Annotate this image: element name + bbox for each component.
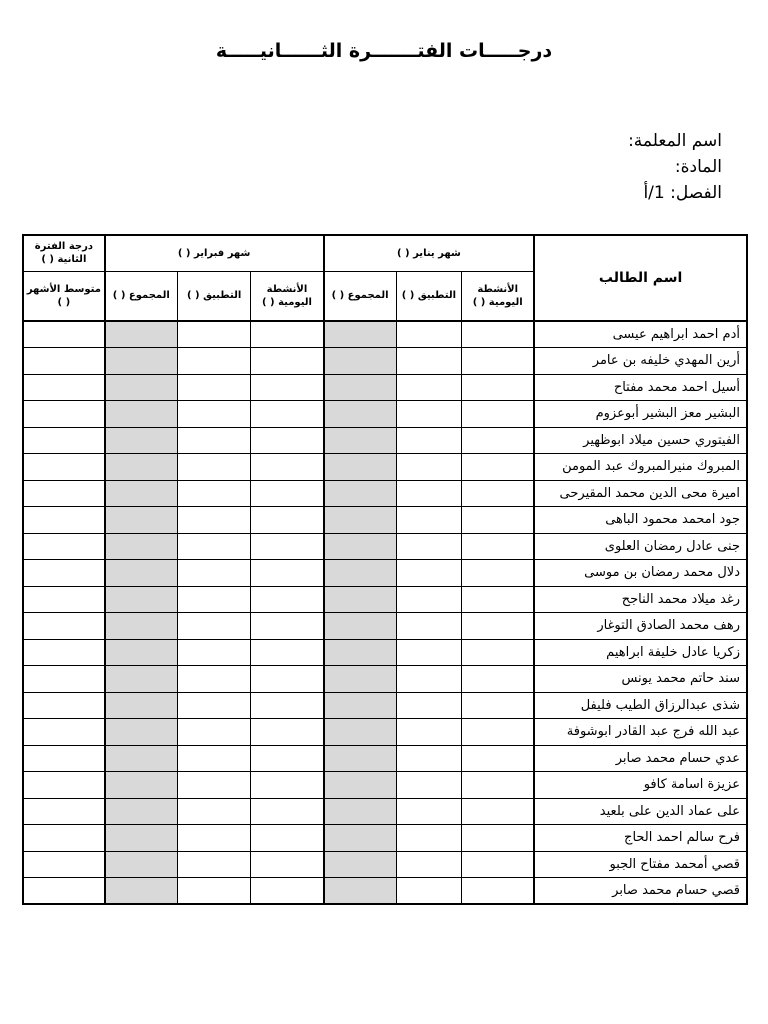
average-cell[interactable] (23, 613, 105, 640)
jan-activities-cell[interactable] (462, 427, 535, 454)
jan-application-cell[interactable] (396, 692, 462, 719)
jan-application-cell[interactable] (396, 851, 462, 878)
feb-application-cell[interactable] (177, 878, 251, 905)
feb-activities-cell[interactable] (251, 427, 324, 454)
jan-total-cell[interactable] (324, 639, 397, 666)
average-cell[interactable] (23, 586, 105, 613)
feb-activities-cell[interactable] (251, 692, 324, 719)
feb-activities-cell[interactable] (251, 745, 324, 772)
feb-application-cell[interactable] (177, 613, 251, 640)
student-name-cell: اميرة محى الدين محمد المقيرحى (534, 480, 747, 507)
feb-activities-cell[interactable] (251, 321, 324, 348)
jan-activities-cell[interactable] (462, 878, 535, 905)
jan-application-cell[interactable] (396, 321, 462, 348)
feb-activities-cell[interactable] (251, 507, 324, 534)
jan-application-cell[interactable] (396, 454, 462, 481)
average-cell[interactable] (23, 507, 105, 534)
feb-total-header: المجموع ( ) (105, 271, 178, 321)
feb-total-cell[interactable] (105, 348, 178, 375)
jan-application-cell[interactable] (396, 560, 462, 587)
jan-application-cell[interactable] (396, 586, 462, 613)
feb-application-cell[interactable] (177, 692, 251, 719)
student-name-cell: رغد ميلاد محمد الناجح (534, 586, 747, 613)
table-row (23, 586, 747, 613)
feb-application-cell[interactable] (177, 480, 251, 507)
average-cell[interactable] (23, 798, 105, 825)
student-name-cell: زكريا عادل خليفة ابراهيم (534, 639, 747, 666)
january-header: شهر يناير ( ) (324, 235, 535, 271)
average-cell[interactable] (23, 639, 105, 666)
average-cell[interactable] (23, 480, 105, 507)
table-row (23, 427, 747, 454)
feb-activities-cell[interactable] (251, 639, 324, 666)
feb-total-cell[interactable] (105, 772, 178, 799)
jan-activities-cell[interactable] (462, 533, 535, 560)
feb-application-cell[interactable] (177, 639, 251, 666)
jan-application-header: التطبيق ( ) (396, 271, 462, 321)
jan-activities-cell[interactable] (462, 798, 535, 825)
page-title: درجـــــات الفتـــــــرة الثــــــانيـــــة (215, 40, 553, 62)
feb-application-cell[interactable] (177, 772, 251, 799)
jan-application-cell[interactable] (396, 374, 462, 401)
jan-application-cell[interactable] (396, 719, 462, 746)
feb-activities-cell[interactable] (251, 772, 324, 799)
table-row (23, 745, 747, 772)
feb-activities-cell[interactable] (251, 560, 324, 587)
feb-activities-cell[interactable] (251, 666, 324, 693)
feb-total-cell[interactable] (105, 613, 178, 640)
teacher-label: اسم المعلمة: (628, 131, 722, 151)
table-row (23, 772, 747, 799)
table-row (23, 533, 747, 560)
jan-activities-cell[interactable] (462, 401, 535, 428)
feb-total-cell[interactable] (105, 427, 178, 454)
subject-label: المادة: (674, 157, 722, 177)
jan-application-cell[interactable] (396, 427, 462, 454)
student-name-cell: قصي حسام محمد صابر (534, 878, 747, 905)
jan-application-cell[interactable] (396, 348, 462, 375)
jan-activities-cell[interactable] (462, 825, 535, 852)
feb-total-cell[interactable] (105, 586, 178, 613)
feb-activities-cell[interactable] (251, 348, 324, 375)
feb-application-cell[interactable] (177, 560, 251, 587)
average-cell[interactable] (23, 666, 105, 693)
jan-activities-header: الأنشطة اليومية ( ) (462, 271, 535, 321)
student-name-cell: عبد الله فرج عبد القادر ابوشوفة (534, 719, 747, 746)
student-name-cell: أسيل احمد محمد مفتاح (534, 374, 747, 401)
table-row (23, 507, 747, 534)
jan-total-cell[interactable] (324, 692, 397, 719)
feb-total-cell[interactable] (105, 692, 178, 719)
jan-activities-cell[interactable] (462, 851, 535, 878)
average-cell[interactable] (23, 454, 105, 481)
jan-application-cell[interactable] (396, 666, 462, 693)
feb-total-cell[interactable] (105, 798, 178, 825)
student-name-cell: جود امحمد محمود الباهى (534, 507, 747, 534)
table-row (23, 666, 747, 693)
jan-activities-cell[interactable] (462, 348, 535, 375)
jan-total-cell[interactable] (324, 533, 397, 560)
table-row (23, 401, 747, 428)
feb-activities-header: الأنشطة اليومية ( ) (251, 271, 324, 321)
average-cell[interactable] (23, 427, 105, 454)
feb-total-cell[interactable] (105, 745, 178, 772)
table-row (23, 798, 747, 825)
jan-total-cell[interactable] (324, 825, 397, 852)
jan-activities-cell[interactable] (462, 507, 535, 534)
feb-total-cell[interactable] (105, 851, 178, 878)
table-row (23, 321, 747, 348)
feb-total-cell[interactable] (105, 719, 178, 746)
period-grade-header: درجة الفترة الثانية ( ) (23, 235, 105, 271)
feb-total-cell[interactable] (105, 825, 178, 852)
student-name-cell: المبروك منيرالمبروك عبد المومن (534, 454, 747, 481)
average-cell[interactable] (23, 321, 105, 348)
table-row (23, 719, 747, 746)
feb-activities-cell[interactable] (251, 613, 324, 640)
feb-activities-cell[interactable] (251, 401, 324, 428)
jan-total-cell[interactable] (324, 374, 397, 401)
student-name-cell: قصي أمحمد مفتاح الجبو (534, 851, 747, 878)
jan-application-cell[interactable] (396, 798, 462, 825)
jan-total-cell[interactable] (324, 560, 397, 587)
average-cell[interactable] (23, 719, 105, 746)
table-row (23, 851, 747, 878)
feb-total-cell[interactable] (105, 533, 178, 560)
feb-total-cell[interactable] (105, 507, 178, 534)
feb-activities-cell[interactable] (251, 825, 324, 852)
feb-activities-cell[interactable] (251, 586, 324, 613)
header-info (628, 128, 722, 206)
jan-activities-cell[interactable] (462, 374, 535, 401)
jan-activities-cell[interactable] (462, 692, 535, 719)
jan-activities-cell[interactable] (462, 745, 535, 772)
jan-total-cell[interactable] (324, 851, 397, 878)
jan-total-cell[interactable] (324, 454, 397, 481)
feb-total-cell[interactable] (105, 666, 178, 693)
jan-application-cell[interactable] (396, 401, 462, 428)
average-cell[interactable] (23, 348, 105, 375)
student-name-cell: عزيزة اسامة كافو (534, 772, 747, 799)
average-cell[interactable] (23, 374, 105, 401)
average-header: متوسط الأشهر ( ) (23, 271, 105, 321)
feb-activities-cell[interactable] (251, 719, 324, 746)
feb-application-cell[interactable] (177, 454, 251, 481)
feb-application-cell[interactable] (177, 825, 251, 852)
student-name-cell: دلال محمد رمضان بن موسى (534, 560, 747, 587)
student-name-cell: رهف محمد الصادق التوغار (534, 613, 747, 640)
table-row (23, 878, 747, 905)
feb-total-cell[interactable] (105, 480, 178, 507)
table-row (23, 613, 747, 640)
jan-application-cell[interactable] (396, 639, 462, 666)
student-name-cell: جنى عادل رمضان العلوى (534, 533, 747, 560)
average-cell[interactable] (23, 533, 105, 560)
feb-application-cell[interactable] (177, 666, 251, 693)
jan-activities-cell[interactable] (462, 666, 535, 693)
jan-total-cell[interactable] (324, 745, 397, 772)
jan-activities-cell[interactable] (462, 719, 535, 746)
feb-total-cell[interactable] (105, 374, 178, 401)
student-name-cell: شذى عبدالرزاق الطيب فليفل (534, 692, 747, 719)
feb-total-cell[interactable] (105, 401, 178, 428)
student-name-header: اسم الطالب (534, 235, 747, 321)
grades-table (22, 234, 748, 905)
jan-application-cell[interactable] (396, 745, 462, 772)
jan-total-cell[interactable] (324, 719, 397, 746)
jan-activities-cell[interactable] (462, 586, 535, 613)
jan-application-cell[interactable] (396, 507, 462, 534)
jan-application-cell[interactable] (396, 533, 462, 560)
jan-total-header: المجموع ( ) (324, 271, 397, 321)
table-row (23, 374, 747, 401)
jan-activities-cell[interactable] (462, 613, 535, 640)
jan-total-cell[interactable] (324, 878, 397, 905)
feb-application-cell[interactable] (177, 348, 251, 375)
table-row (23, 560, 747, 587)
jan-total-cell[interactable] (324, 666, 397, 693)
class-label: الفصل: 1/أ (643, 183, 722, 203)
feb-application-cell[interactable] (177, 745, 251, 772)
jan-application-cell[interactable] (396, 613, 462, 640)
table-row (23, 348, 747, 375)
jan-activities-cell[interactable] (462, 454, 535, 481)
jan-total-cell[interactable] (324, 613, 397, 640)
jan-total-cell[interactable] (324, 480, 397, 507)
feb-application-header: التطبيق ( ) (177, 271, 251, 321)
jan-total-cell[interactable] (324, 507, 397, 534)
feb-total-cell[interactable] (105, 639, 178, 666)
feb-activities-cell[interactable] (251, 533, 324, 560)
feb-application-cell[interactable] (177, 586, 251, 613)
feb-total-cell[interactable] (105, 454, 178, 481)
average-cell[interactable] (23, 772, 105, 799)
average-cell[interactable] (23, 825, 105, 852)
jan-activities-cell[interactable] (462, 560, 535, 587)
jan-total-cell[interactable] (324, 321, 397, 348)
table-row (23, 480, 747, 507)
jan-activities-cell[interactable] (462, 639, 535, 666)
feb-application-cell[interactable] (177, 374, 251, 401)
average-cell[interactable] (23, 692, 105, 719)
jan-total-cell[interactable] (324, 401, 397, 428)
student-name-cell: على عماد الدين على بلعيد (534, 798, 747, 825)
feb-activities-cell[interactable] (251, 798, 324, 825)
jan-activities-cell[interactable] (462, 480, 535, 507)
student-name-cell: البشير معز البشير أبوعزوم (534, 401, 747, 428)
jan-total-cell[interactable] (324, 348, 397, 375)
feb-application-cell[interactable] (177, 401, 251, 428)
feb-activities-cell[interactable] (251, 878, 324, 905)
feb-total-cell[interactable] (105, 560, 178, 587)
average-cell[interactable] (23, 401, 105, 428)
student-name-cell: الفيتوري حسين ميلاد ابوظهير (534, 427, 747, 454)
feb-application-cell[interactable] (177, 798, 251, 825)
table-row (23, 825, 747, 852)
jan-activities-cell[interactable] (462, 772, 535, 799)
feb-total-cell[interactable] (105, 321, 178, 348)
feb-application-cell[interactable] (177, 321, 251, 348)
student-name-cell: أدم احمد ابراهيم عيسى (534, 321, 747, 348)
table-row (23, 639, 747, 666)
average-cell[interactable] (23, 851, 105, 878)
jan-application-cell[interactable] (396, 825, 462, 852)
student-name-cell: عدي حسام محمد صابر (534, 745, 747, 772)
table-row (23, 692, 747, 719)
feb-activities-cell[interactable] (251, 480, 324, 507)
february-header: شهر فبراير ( ) (105, 235, 324, 271)
feb-application-cell[interactable] (177, 533, 251, 560)
jan-activities-cell[interactable] (462, 321, 535, 348)
jan-total-cell[interactable] (324, 427, 397, 454)
jan-total-cell[interactable] (324, 586, 397, 613)
grades-body (23, 321, 747, 904)
feb-application-cell[interactable] (177, 427, 251, 454)
feb-activities-cell[interactable] (251, 851, 324, 878)
jan-application-cell[interactable] (396, 878, 462, 905)
feb-application-cell[interactable] (177, 851, 251, 878)
average-cell[interactable] (23, 745, 105, 772)
student-name-cell: سند حاتم محمد يونس (534, 666, 747, 693)
student-name-cell: أرين المهدي خليفه بن عامر (534, 348, 747, 375)
feb-application-cell[interactable] (177, 507, 251, 534)
jan-application-cell[interactable] (396, 772, 462, 799)
jan-total-cell[interactable] (324, 772, 397, 799)
student-name-cell: فرح سالم احمد الحاج (534, 825, 747, 852)
average-cell[interactable] (23, 560, 105, 587)
jan-application-cell[interactable] (396, 480, 462, 507)
average-cell[interactable] (23, 878, 105, 905)
feb-activities-cell[interactable] (251, 454, 324, 481)
feb-activities-cell[interactable] (251, 374, 324, 401)
jan-total-cell[interactable] (324, 798, 397, 825)
table-row (23, 454, 747, 481)
feb-total-cell[interactable] (105, 878, 178, 905)
feb-application-cell[interactable] (177, 719, 251, 746)
